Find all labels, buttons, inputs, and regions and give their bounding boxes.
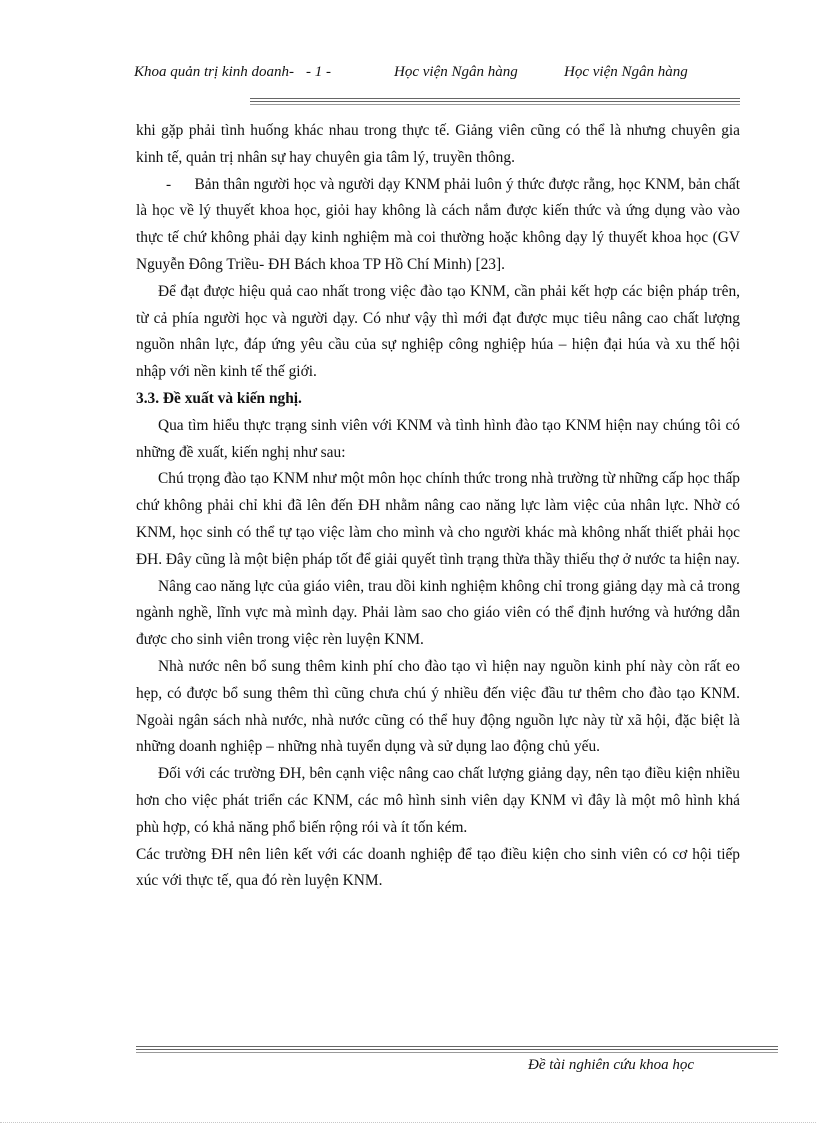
bullet-text: Bản thân người học và người dạy KNM phải luôn ý thức được rằng, học KNM, bản chất là học về lý thuyết khoa học, giỏi hay không là cách nắm được kiến thức và ứng dụng vào vào thực tế chứ không phải dạy kinh nghiệm mà coi thường hoặc không dạy lý thuyết khoa học (GV Nguyễn Đông Triều- ĐH Bách khoa TP Hồ Chí Minh) [23].	[136, 175, 740, 273]
header-institution: Học viện Ngân hàng	[394, 64, 518, 80]
bullet-dash: -	[166, 175, 172, 193]
header-rule-top	[250, 98, 740, 99]
footer-rule-bottom	[136, 1049, 778, 1050]
paragraph: Các trường ĐH nên liên kết với các doanh nghiệp để tạo điều kiện cho sinh viên có cơ hội tiếp xúc với thực tế, qua đó rèn luyện KNM.	[136, 845, 740, 890]
header-page-number: - 1 -	[306, 64, 331, 80]
footer-rule-top	[136, 1046, 778, 1047]
paragraph: Nhà nước nên bổ sung thêm kinh phí cho đào tạo vì hiện nay nguồn kinh phí này còn rất eo hẹp, có được bổ sung thêm thì cũng chưa chú ý nhiều đến việc đầu tư thêm cho đào tạo KNM. Ngoài ngân sách nhà nước, nhà nước cũng có thể huy động nguồn lực này từ xã hội, đặc biệt là những doanh nghiệp – những nhà tuyển dụng và sử dụng lao động chủ yếu.	[136, 657, 740, 756]
page-header	[134, 64, 744, 88]
bullet-paragraph	[136, 172, 740, 279]
section-heading: 3.3. Đề xuất và kiến nghị.	[136, 389, 302, 407]
paragraph: Đối với các trường ĐH, bên cạnh việc nâng cao chất lượng giảng dạy, nên tạo điều kiện nhiều hơn cho việc phát triển các KNM, các mô hình sinh viên dạy KNM vì đây là một mô hình khá phù hợp, có khả năng phổ biến rộng rói và ít tốn kém.	[136, 765, 740, 836]
header-rule-underline	[250, 104, 740, 105]
page-footer: Đề tài nghiên cứu khoa học	[528, 1057, 695, 1073]
paragraph: Chú trọng đào tạo KNM như một môn học chính thức trong nhà trường từ những cấp học thấp chứ không phải chỉ khi đã lên đến ĐH nhằm nâng cao năng lực làm việc của nhân lực. Nhờ có KNM, học sinh có thể tự tạo việc làm cho mình và cho người khác mà không nhất thiết phải học ĐH. Đây cũng là một biện pháp tốt để giải quyết tình trạng thừa thầy thiếu thợ ở nước ta hiện nay.	[136, 470, 740, 568]
paragraph: Để đạt được hiệu quả cao nhất trong việc đào tạo KNM, cần phải kết hợp các biện pháp trên, từ cả phía người học và người dạy. Có như vậy thì mới đạt được mục tiêu nâng cao chất lượng nguồn nhân lực, đáp ứng yêu cầu của sự nghiệp công nghiệp húa – hiện đại húa và xu thế hội nhập với nền kinh tế thế giới.	[136, 282, 740, 381]
paragraph-continued: khi gặp phải tình huống khác nhau trong thực tế. Giảng viên cũng có thể là nhưng chuyên gia kinh tế, quản trị nhân sự hay chuyên gia tâm lý, truyền thông.	[136, 122, 740, 166]
header-rule-bottom	[250, 101, 740, 102]
header-faculty: Khoa quản trị kinh doanh-	[134, 64, 294, 80]
header-institution-repeat: Học viện Ngân hàng	[564, 64, 688, 80]
paragraph: Nâng cao năng lực của giáo viên, trau dồi kinh nghiệm không chỉ trong giảng dạy mà cả trong ngành nghề, lĩnh vực mà mình dạy. Phải làm sao cho giáo viên có thể định hướng và hướng dẫn được cho sinh viên trong việc rèn luyện KNM.	[136, 577, 740, 649]
paragraph: Qua tìm hiểu thực trạng sinh viên với KNM và tình hình đào tạo KNM hiện nay chúng tôi có những đề xuất, kiến nghị như sau:	[136, 416, 740, 461]
document-body	[136, 118, 740, 895]
footer-rule-underline	[136, 1052, 778, 1053]
